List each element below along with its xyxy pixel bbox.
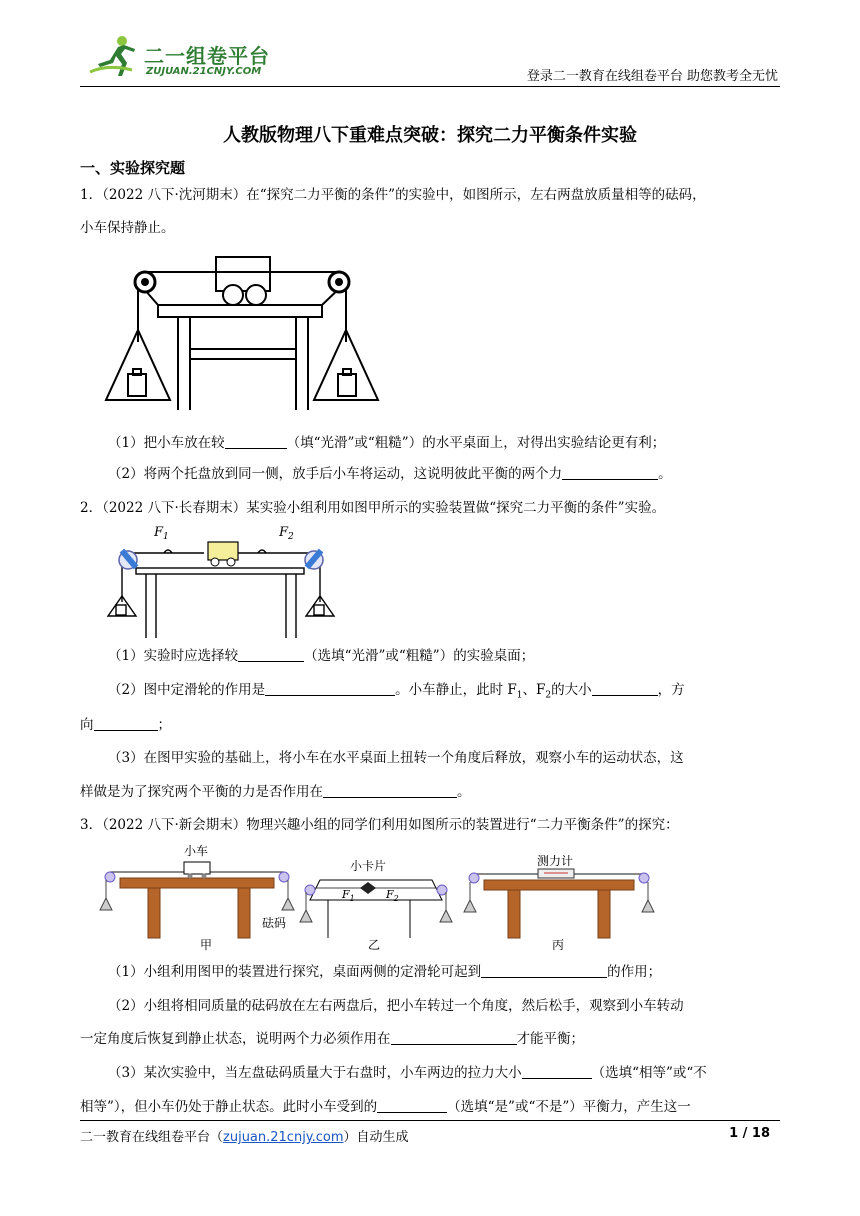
- cart-body: [184, 862, 210, 874]
- label-meter: 测力计: [537, 854, 574, 868]
- section-heading: 一、实验探究题: [80, 159, 186, 177]
- q2-sub2: （2）图中定滑轮的作用是 。小车静止，此时 $F_1$、$F_2$的大小 ，方: [108, 682, 685, 701]
- q3-sub2-cont: 一定角度后恢复到静止状态，说明两个力必须作用在 才能平衡；: [80, 1031, 584, 1047]
- svg-text:F1: $F_1$: [342, 888, 355, 903]
- svg-text:F2: $F_2$: [386, 888, 399, 903]
- q1-sub2: （2）将两个托盘放到同一侧，放手后小车将运动，这说明彼此平衡的两个力 。: [108, 466, 672, 482]
- q3-stem: 3．（2022 八下·新会期末）物理兴趣小组的同学们利用如图所示的装置进行“二力平衡条件”的探究：: [80, 817, 679, 833]
- q2-sub3: （3）在图甲实验的基础上，将小车在水平桌面上扭转一个角度后释放，观察小车的运动状态，这: [108, 750, 684, 766]
- header-slogan: 登录二一教育在线组卷平台 助您教考全无忧: [526, 69, 778, 84]
- setup-bing: [464, 869, 654, 938]
- page-title: 人教版物理八下重难点突破：探究二力平衡条件实验: [223, 125, 637, 146]
- label-bing: 丙: [552, 938, 565, 952]
- answer-blank[interactable]: [391, 1030, 517, 1045]
- answer-blank[interactable]: [265, 681, 395, 696]
- label-card: 小卡片: [350, 859, 387, 873]
- svg-text:F2: $F_2$: [279, 525, 294, 542]
- svg-text:F1: $F_1$: [154, 525, 169, 542]
- cart-body: [208, 542, 238, 560]
- footer-rule: [80, 1120, 780, 1121]
- q2-figure: [98, 520, 348, 640]
- header-rule: [80, 86, 780, 87]
- label-car: 小车: [184, 844, 209, 858]
- q3-sub3: （3）某次实验中，当左盘砝码质量大于右盘时，小车两边的拉力大小 （选填“相等”或“不: [108, 1065, 707, 1081]
- cart-wheel: [246, 285, 266, 305]
- right-weight: [338, 374, 356, 396]
- q3-sub2: （2）小组将相同质量的砝码放在左右两盘后，把小车转过一个角度，然后松手，观察到小车转动: [108, 998, 684, 1014]
- left-weight: [128, 374, 146, 396]
- logo-subtext: ZUJUAN.21CNJY.COM: [146, 66, 262, 77]
- q3-sub1: （1）小组利用图甲的装置进行探究，桌面两侧的定滑轮可起到 的作用；: [108, 964, 662, 980]
- table-top: [136, 568, 304, 574]
- q2-sub1: （1）实验时应选择较 （选填“光滑”或“粗糙”）的实验桌面；: [108, 648, 535, 664]
- answer-blank[interactable]: [323, 783, 457, 798]
- answer-blank[interactable]: [481, 963, 607, 978]
- footer-source: 二一教育在线组卷平台（zujuan.21cnjy.com）自动生成: [80, 1130, 409, 1145]
- q1-sub1: （1）把小车放在较 （填“光滑”或“粗糙”）的水平桌面上，对得出实验结论更有利；: [108, 435, 666, 451]
- cart-wheel: [223, 285, 243, 305]
- answer-blank[interactable]: [592, 681, 658, 696]
- q1-figure: [98, 252, 388, 412]
- page-number: 1 / 18: [729, 1126, 770, 1141]
- q2-sub3-cont: 样做是为了探究两个平衡的力是否作用在 。: [80, 784, 471, 800]
- q3-sub3-cont: 相等”），但小车仍处于静止状态。此时小车受到的 （选填“是”或“不是”）平衡力，产生这一: [80, 1099, 691, 1115]
- answer-blank[interactable]: [377, 1098, 447, 1113]
- q2-stem: 2．（2022 八下·长春期末）某实验小组利用如图甲所示的实验装置做“探究二力平衡的条件”实验。: [80, 500, 666, 516]
- answer-blank[interactable]: [238, 647, 304, 662]
- answer-blank[interactable]: [522, 1064, 592, 1079]
- footer-link[interactable]: zujuan.21cnjy.com: [223, 1130, 344, 1145]
- answer-blank[interactable]: [225, 434, 287, 449]
- answer-blank[interactable]: [562, 465, 658, 480]
- logo-text: 二一组卷平台: [144, 44, 270, 68]
- answer-blank[interactable]: [94, 716, 158, 731]
- q1-stem: 1．（2022 八下·沈河期末）在“探究二力平衡的条件”的实验中，如图所示，左右两盘放质量相等的砝码， 小车保持静止。: [80, 187, 706, 236]
- logo: [88, 34, 288, 82]
- label-weight: 砝码: [262, 916, 287, 930]
- q2-sub2-cont: 向 ；: [80, 717, 171, 733]
- table-top: [158, 305, 322, 317]
- setup-yi: [300, 880, 452, 938]
- label-yi: 乙: [368, 938, 381, 952]
- label-jia: 甲: [200, 938, 213, 952]
- runner-logo-icon: [88, 34, 140, 78]
